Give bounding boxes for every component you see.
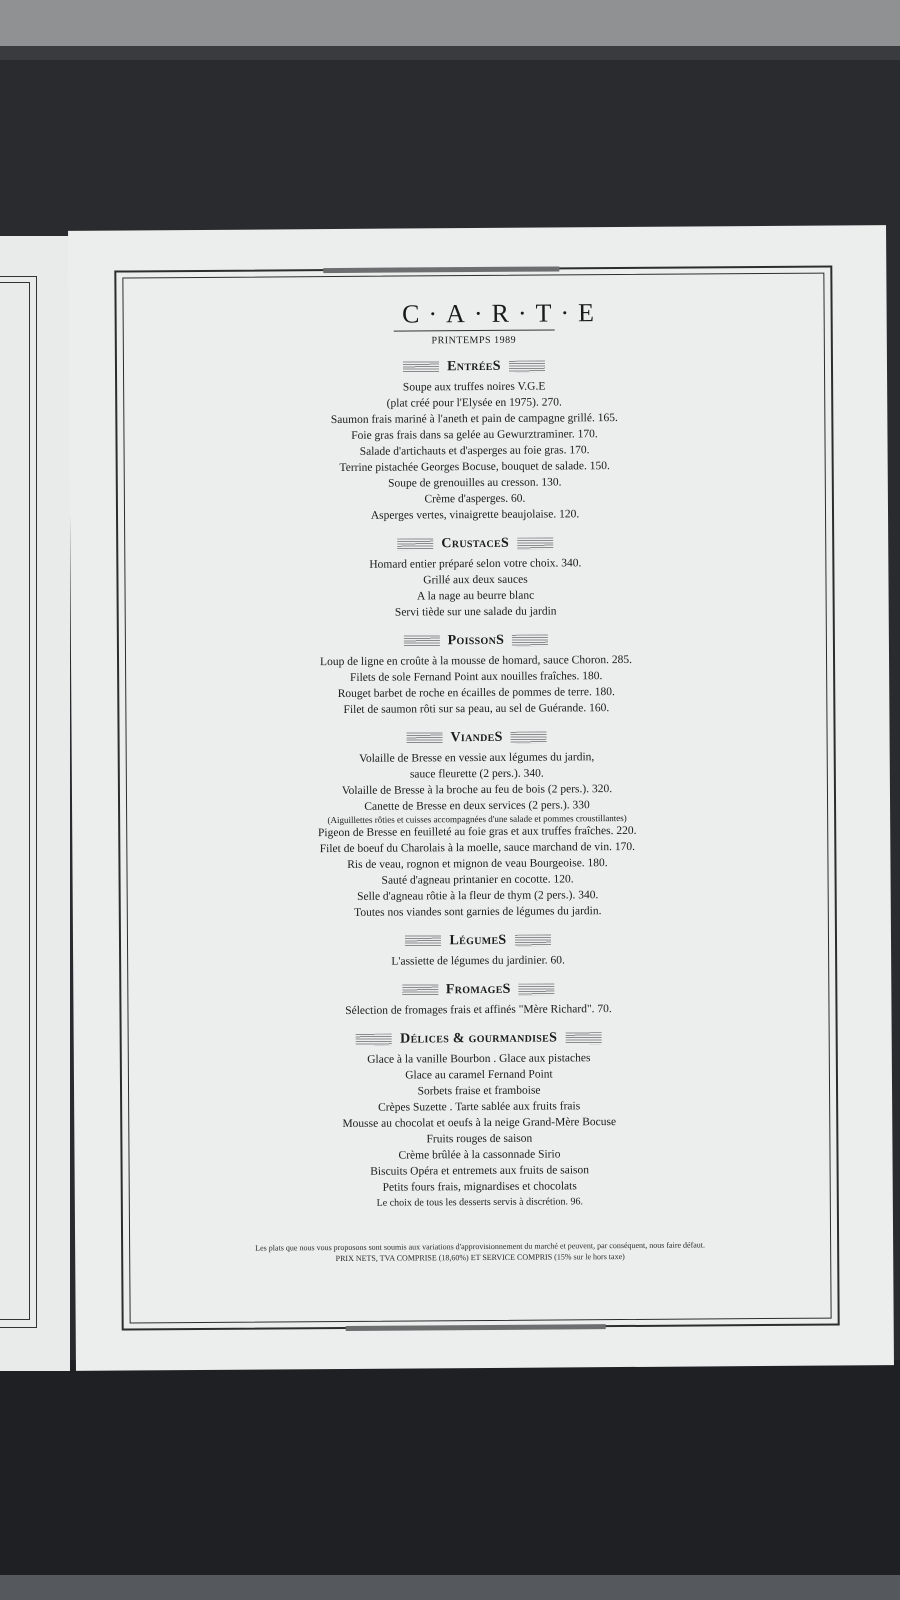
section-title: Délices & gourmandiseS: [400, 1030, 558, 1047]
stripe-ornament: [512, 635, 548, 647]
menu-item: Sauté d'agneau printanier en cocotte. 120.: [381, 873, 574, 887]
menu-item: Crèpes Suzette . Tarte sablée aux fruits frais: [378, 1100, 581, 1114]
stripe-ornament: [509, 361, 545, 373]
menu-item: Glace à la vanille Bourbon . Glace aux pistaches: [367, 1052, 591, 1066]
menu-item: Volaille de Bresse à la broche au feu de bois (2 pers.). 320.: [341, 783, 613, 797]
menu-item: Saumon frais mariné à l'aneth et pain de campagne grillé. 165.: [330, 412, 618, 427]
menu-item: Biscuits Opéra et entremets aux fruits de saison: [370, 1164, 590, 1178]
menu-content: [135, 296, 820, 1266]
menu-item: Glace au caramel Fernand Point: [405, 1068, 553, 1082]
stripe-ornament: [397, 538, 433, 550]
menu-item: Sorbets fraise et framboise: [417, 1084, 541, 1098]
menu-item: L'assiette de légumes du jardinier. 60.: [391, 954, 565, 968]
menu-item: Filet de boeuf du Charolais à la moelle, sauce marchand de vin. 170.: [319, 840, 635, 856]
menu-item: Canette de Bresse en deux services (2 pers.). 330: [364, 799, 590, 813]
section-header-crustaces: [136, 533, 814, 556]
stripe-ornament: [565, 1032, 601, 1044]
menu-item: Filets de sole Fernand Point aux nouilles fraîches. 180.: [349, 670, 603, 684]
stripe-ornament: [402, 984, 438, 996]
menu-item: Terrine pistachée Georges Bocuse, bouquet de salade. 150.: [339, 460, 610, 474]
section-title: FromageS: [445, 981, 511, 998]
menu-footer: [141, 1239, 819, 1266]
section-header-delices: [140, 1028, 818, 1051]
menu-item: Ris de veau, rognon et mignon de veau Bourgeoise. 180.: [347, 857, 608, 871]
menu-page: [68, 225, 894, 1371]
stripe-ornament: [403, 361, 439, 373]
menu-item: Petits fours frais, mignardises et chocolats: [382, 1180, 577, 1194]
menu-item: Volaille de Bresse en vessie aux légumes du jardin,: [359, 751, 595, 765]
wall-edge: [0, 46, 900, 60]
stripe-ornament: [514, 935, 550, 947]
menu-item: Fruits rouges de saison: [426, 1132, 533, 1146]
menu-item: Pigeon de Bresse en feuilleté au foie gras et aux truffes fraîches. 220.: [317, 824, 637, 840]
stripe-ornament: [511, 732, 547, 744]
section-header-fromages: [139, 979, 817, 1002]
menu-item: Crème d'asperges. 60.: [424, 492, 526, 506]
menu-item: Mousse au chocolat et oeufs à la neige Grand-Mère Bocuse: [342, 1116, 617, 1130]
menu-item: Homard entier préparé selon votre choix. 340.: [369, 557, 582, 571]
stripe-ornament: [406, 732, 442, 744]
menu-item: Grillé aux deux sauces: [423, 573, 528, 587]
menu-item: Selle d'agneau rôtie à la fleur de thym (2 pers.). 340.: [357, 889, 599, 903]
left-menu-page: [0, 236, 70, 1371]
footer-prices: PRIX NETS, TVA COMPRISE (18,60%) ET SERVICE COMPRIS (15% sur le hors taxe): [335, 1252, 625, 1264]
menu-item: Filet de saumon rôti sur sa peau, au sel de Guérande. 160.: [343, 702, 610, 716]
section-header-legumes: [139, 930, 817, 953]
stripe-ornament: [404, 635, 440, 647]
section-title: LégumeS: [449, 932, 507, 949]
stripe-ornament: [356, 1034, 392, 1046]
table-edge: [0, 1575, 900, 1600]
section-title: PoissonS: [447, 632, 505, 649]
background-wall: [0, 0, 900, 52]
menu-item: Servi tiède sur une salade du jardin: [394, 605, 557, 619]
menu-item: Foie gras frais dans sa gelée au Gewurztraminer. 170.: [351, 428, 598, 442]
frame-bottom-accent: [346, 1324, 606, 1331]
menu-item: sauce fleurette (2 pers.). 340.: [409, 767, 544, 781]
menu-item: Soupe de grenouilles au cresson. 130.: [388, 476, 562, 490]
menu-item: Salade d'artichauts et d'asperges au foie gras. 170.: [359, 444, 590, 458]
section-title: ViandeS: [450, 729, 503, 746]
section-header-entrees: [135, 356, 813, 379]
menu-item: Loup de ligne en croûte à la mousse de homard, sauce Choron. 285.: [319, 653, 633, 669]
menu-title: C·A·R·T·E: [393, 297, 554, 331]
menu-item: Crème brûlée à la cassonnade Sirio: [398, 1148, 561, 1162]
menu-item: A la nage au beurre blanc: [416, 589, 535, 603]
section-title: EntréeS: [447, 358, 501, 375]
menu-item: Asperges vertes, vinaigrette beaujolaise. 120.: [370, 508, 580, 522]
menu-item: Soupe aux truffes noires V.G.E: [402, 380, 546, 394]
menu-item-note: (Aiguillettes rôties et cuisses accompagnées d'une salade et pommes croustillantes): [327, 812, 627, 826]
menu-season: PRINTEMPS 1989: [431, 334, 517, 347]
stripe-ornament: [405, 935, 441, 947]
menu-item: Rouget barbet de roche en écailles de pommes de terre. 180.: [337, 686, 615, 700]
section-title: CrustaceS: [441, 535, 510, 552]
left-page-inner-frame: [0, 282, 30, 1320]
stripe-ornament: [519, 983, 555, 995]
menu-item: Le choix de tous les desserts servis à discrétion. 96.: [376, 1196, 584, 1209]
footer-note: Les plats que nous vous proposons sont soumis aux variations d'approvisionnement du marché et peuvent, par conséquent, nous faire défaut.: [255, 1240, 706, 1253]
menu-item: Sélection de fromages frais et affinés "Mère Richard". 70.: [345, 1003, 612, 1017]
stripe-ornament: [517, 537, 553, 549]
menu-item: (plat créé pour l'Elysée en 1975). 270.: [386, 396, 562, 410]
menu-item: Toutes nos viandes sont garnies de légumes du jardin.: [354, 905, 602, 919]
section-header-viandes: [138, 727, 816, 750]
table-surface: [0, 1360, 900, 1600]
section-header-poissons: [137, 630, 815, 653]
